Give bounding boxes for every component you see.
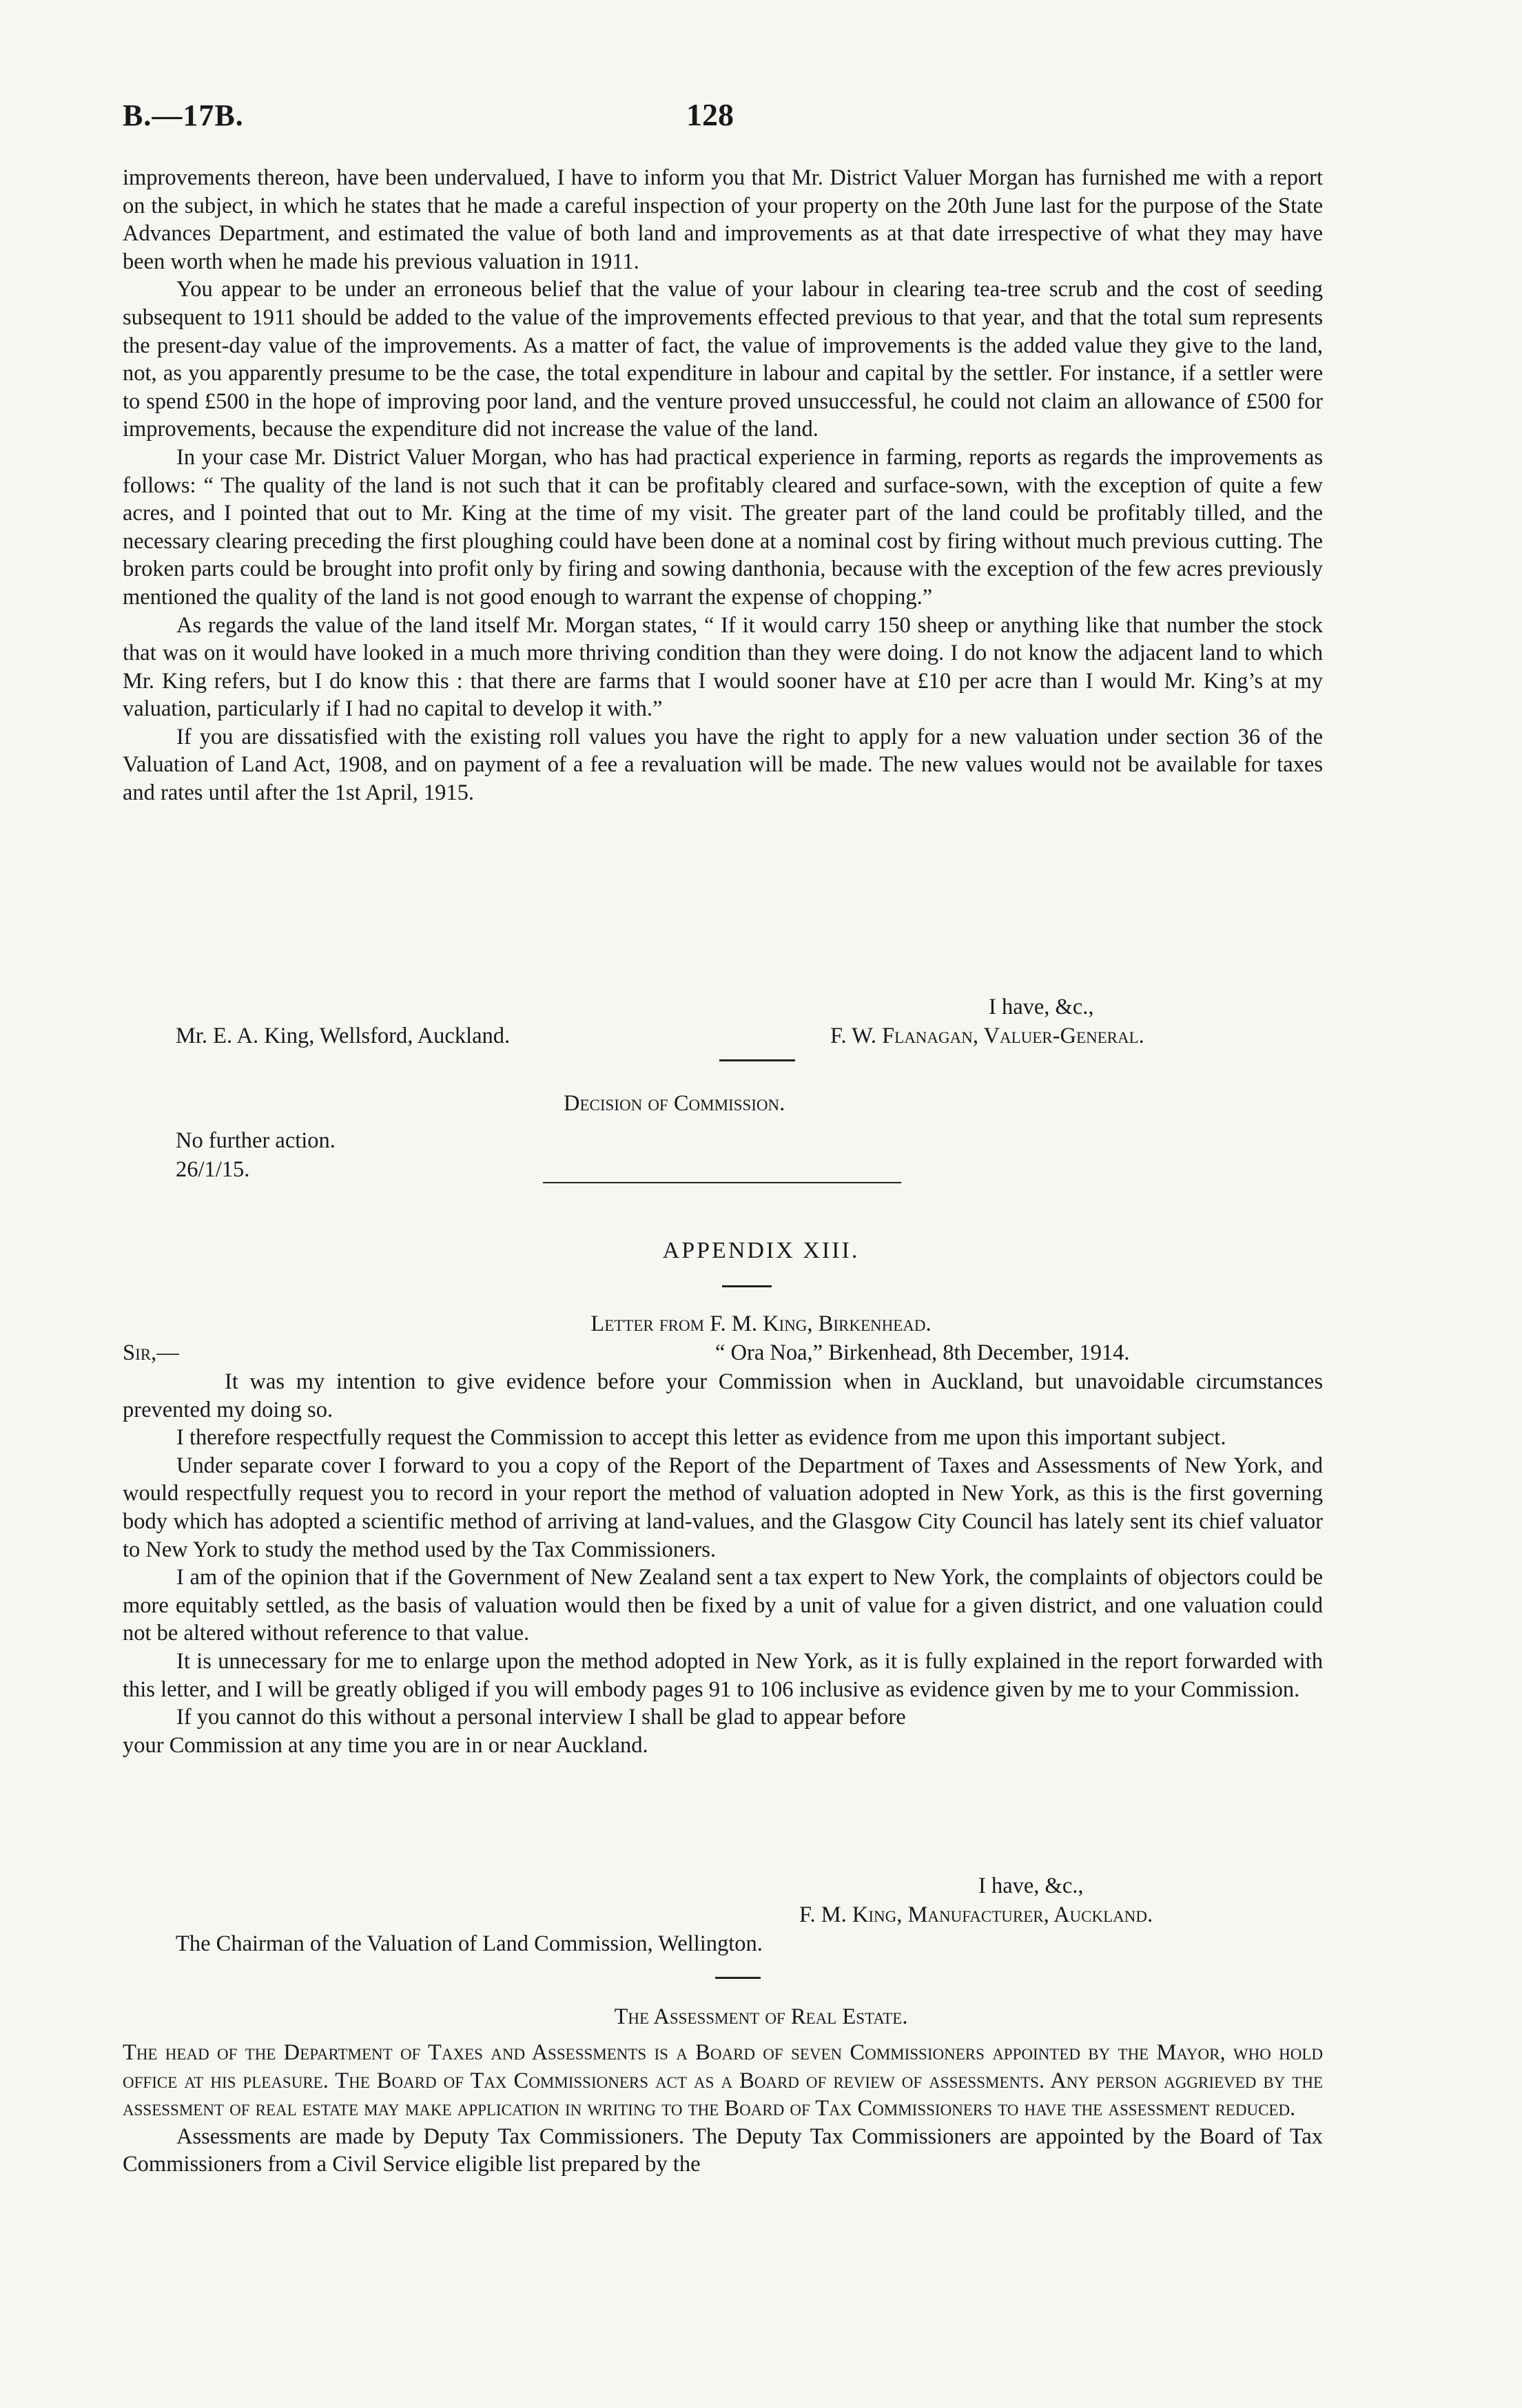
appendix-letter-body — [123, 1368, 1323, 1759]
section-rule — [543, 1182, 901, 1183]
appendix-letter-heading: Letter from F. M. King, Birkenhead. — [590, 1311, 932, 1336]
paragraph: As regards the value of the land itself Mr. Morgan states, “ If it would carry 150 sheep or anything like that number the stock that was on it would have looked in a much more thriving condition than they were doing. I do not know the adjacent land to which Mr. King refers, but I do know this : that there are farms that I would sooner have at £10 per acre than I would Mr. King’s at my valuation, particularly if I had no capital to develop it with.” — [123, 612, 1323, 722]
decision-heading: Decision of Commission. — [564, 1091, 785, 1116]
paragraph: Assessments are made by Deputy Tax Commissioners. The Deputy Tax Commissioners are appointed by the Board of Tax Commissioners from a Civil Service eligible list prepared by the — [123, 2124, 1323, 2177]
letter-signature: F. W. Flanagan, Valuer-General. — [830, 1024, 1144, 1048]
appendix-title: APPENDIX XIII. — [662, 1238, 860, 1263]
paragraph: I therefore respectfully request the Commission to accept this letter as evidence from me upon this important subject. — [176, 1425, 1226, 1451]
letter-addressee: The Chairman of the Valuation of Land Commission, Wellington. — [176, 1931, 763, 1956]
page-number: 128 — [686, 97, 734, 132]
letter-closing: I have, &c., — [978, 1874, 1084, 1898]
document-reference: B.—17B. — [123, 98, 244, 132]
letter-dateline: “ Ora Noa,” Birkenhead, 8th December, 1914. — [715, 1340, 1130, 1365]
paragraph: If you cannot do this without a personal interview I shall be glad to appear before your Commission at any time you are in or near Auckland. — [123, 1705, 906, 1758]
decision-text: No further action. — [176, 1128, 336, 1153]
letter-body — [123, 164, 1323, 807]
paragraph: improvements thereon, have been undervalued, I have to inform you that Mr. District Valuer Morgan has furnished me with a report on the subject, in which he states that he made a careful inspection of your property on the 20th June last for the purpose of the State Advances Department, and estimated the value of both land and improvements as at that date irrespective of what they may have been worth when he made his previous valuation in 1911. — [123, 165, 1323, 274]
letter-closing: I have, &c., — [989, 995, 1094, 1019]
letter-addressee: Mr. E. A. King, Wellsford, Auckland. — [176, 1024, 511, 1048]
paragraph: Under separate cover I forward to you a copy of the Report of the Department of Taxes and Assessments of New York, and would respectfully request you to record in your report the method of valuation adopted in New York, as this is the first governing body which has adopted a scientific method of arriving at land-values, and the Glasgow City Council has lately sent its chief valuator to New York to study the method used by the Tax Commissioners. — [123, 1453, 1323, 1562]
letter-salutation: Sir,— — [123, 1340, 179, 1365]
paragraph-text: The head of the Department of Taxes and Assessments is a Board of seven Commissioners appointed by the Mayor, who hold office at his pleasure. The Board of Tax Commissioners act as a Board of review of assessments. Any person aggrieved by the assessment of real estate may make application in writing to the Board of Tax Commissioners to have the assessment reduced. — [123, 2040, 1323, 2121]
separator-ornament — [722, 1285, 772, 1287]
assessment-body — [123, 2039, 1323, 2179]
letter-signature: F. M. King, Manufacturer, Auckland. — [799, 1902, 1153, 1927]
paragraph: If you are dissatisfied with the existing roll values you have the right to apply for a new valuation under section 36 of the Valuation of Land Act, 1908, and on payment of a fee a revaluation will be made. The new values would not be available for taxes and rates until after the 1st April, 1915. — [123, 724, 1323, 806]
paragraph: You appear to be under an erroneous belief that the value of your labour in clearing tea-tree scrub and the cost of seeding subsequent to 1911 should be added to the value of the improvements effected previous to that year, and that the total sum represents the present-day value of the improvements. As a matter of fact, the value of improvements is the added value they give to the land, not, as you apparently presume to be the case, the total expenditure in labour and capital by the settler. For instance, if a settler were to spend £500 in the hope of improving poor land, and the venture proved unsuccessful, he could not claim an allowance of £500 for improvements, because the expenditure did not increase the value of the land. — [123, 277, 1323, 442]
paragraph — [123, 2039, 1323, 2123]
decision-date: 26/1/15. — [176, 1157, 250, 1182]
separator-ornament — [719, 1059, 795, 1061]
separator-ornament — [715, 1977, 761, 1979]
paragraph: I am of the opinion that if the Government of New Zealand sent a tax expert to New York, the complaints of objectors could be more equitably settled, as the basis of valuation would then be fixed by a unit of value for a given district, and one valuation could not be altered without reference to that value. — [123, 1565, 1323, 1646]
paragraph: It was my intention to give evidence before your Commission when in Auckland, but unavoidable circumstances prevented my doing so. — [123, 1369, 1323, 1422]
paragraph: In your case Mr. District Valuer Morgan, who has had practical experience in farming, reports as regards the improvements as follows: “ The quality of the land is not such that it can be profitably cleared and surface-sown, with the exception of quite a few acres, and I pointed that out to Mr. King at the time of my visit. The greater part of the land could be profitably tilled, and the necessary clearing preceding the first ploughing could have been done at a nominal cost by firing without much previous cutting. The broken parts could be brought into profit only by firing and sowing danthonia, because with the exception of the few acres previously mentioned the quality of the land is not good enough to warrant the expense of chopping.” — [123, 444, 1323, 610]
assessment-heading: The Assessment of Real Estate. — [614, 2004, 908, 2029]
paragraph: It is unnecessary for me to enlarge upon the method adopted in New York, as it is fully explained in the report forwarded with this letter, and I will be greatly obliged if you will embody pages 91 to 106 inclusive as evidence given by me to your Commission. — [123, 1648, 1323, 1702]
